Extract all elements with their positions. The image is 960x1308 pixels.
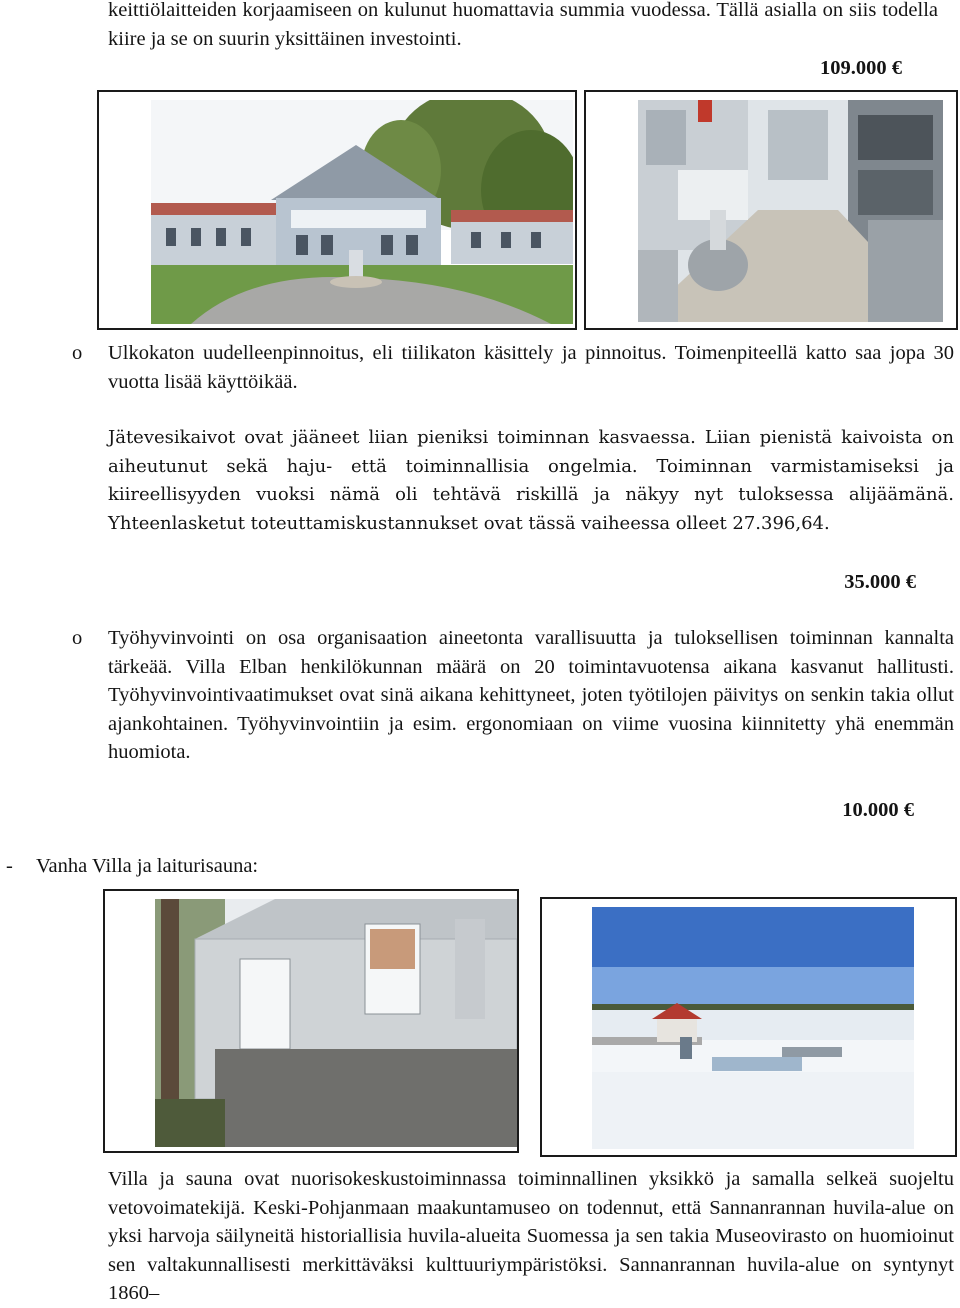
amount-kitchen: 109.000 €: [820, 57, 902, 79]
bullet-roof-text: Ulkokaton uudelleenpinnoitus, eli tiilikaton käsittely ja pinnoitus. Toimenpiteellä katto saa jopa 30 vuotta lisää käyttöikää.: [108, 342, 954, 393]
photo-villa-building: [97, 90, 577, 330]
section-heading: Vanha Villa ja laiturisauna:: [36, 855, 259, 877]
bullet-wellbeing-text: Työhyvinvointi on osa organisaation aineetonta varallisuutta ja tuloksellisen toiminnan kannalta tärkeää. Villa Elban henkilökunnan määrä on 20 toimintavuotensa aikana kasvanut hallitusti. Työhyvinvointivaatimukset ovat sinä aikana kehittyneet, joten työtilojen päivitys on senkin takia ollut ajankohtainen. Työhyvinvointiin ja esim. ergonomiaan on viime vuosina kiinnitetty yhä enemmän huomiota.: [108, 627, 954, 763]
old-villa-image: [155, 899, 517, 1147]
top-paragraph: keittiölaitteiden korjaamiseen on kulunut huomattavia summia vuodessa. Tällä asialla on siis todella kiire ja se on suurin yksittäinen investointi.: [108, 0, 938, 50]
sauna-winter-image: [592, 907, 914, 1149]
bullet-marker-2: o: [72, 627, 83, 649]
photo-sauna-winter: [540, 897, 957, 1157]
photo-kitchen: [584, 90, 958, 330]
dash-marker: -: [6, 855, 13, 877]
villa-building-image: [151, 100, 573, 324]
sewage-paragraph: Jätevesikaivot ovat jääneet liian pieniksi toiminnan kasvaessa. Liian pienistä kaivoista on aiheutunut sekä haju- että toiminnallisia ongelmia. Toiminnan varmistamiseksi ja kiireellisyyden vuoksi nämä oli tehtävä riskillä ja näkyy nyt tuloksessa alijäämänä. Yhteenlasketut toteuttamiskustannukset ovat tässä vaiheessa olleet 27.396,64.: [108, 427, 954, 534]
bullet-marker-1: o: [72, 342, 83, 364]
kitchen-image: [638, 100, 943, 322]
villa-sauna-paragraph: Villa ja sauna ovat nuorisokeskustoiminnassa toiminnallinen yksikkö ja samalla selkeä suojeltu vetovoimatekijä. Keski-Pohjanmaan maakuntamuseo on todennut, että Sannanrannan huvila-alue on yksi harvoja säilyneitä historiallisia huvila-alueita Suomessa ja sen takia Museovirasto on huomioinut sen valtakunnallisesti merkittäväksi kulttuuriympäristöksi. Sannanrannan huvila-alue on syntynyt 1860–: [108, 1168, 954, 1304]
amount-wellbeing: 10.000 €: [842, 799, 914, 821]
amount-sewage: 35.000 €: [844, 571, 916, 593]
photo-old-villa: [103, 889, 519, 1153]
